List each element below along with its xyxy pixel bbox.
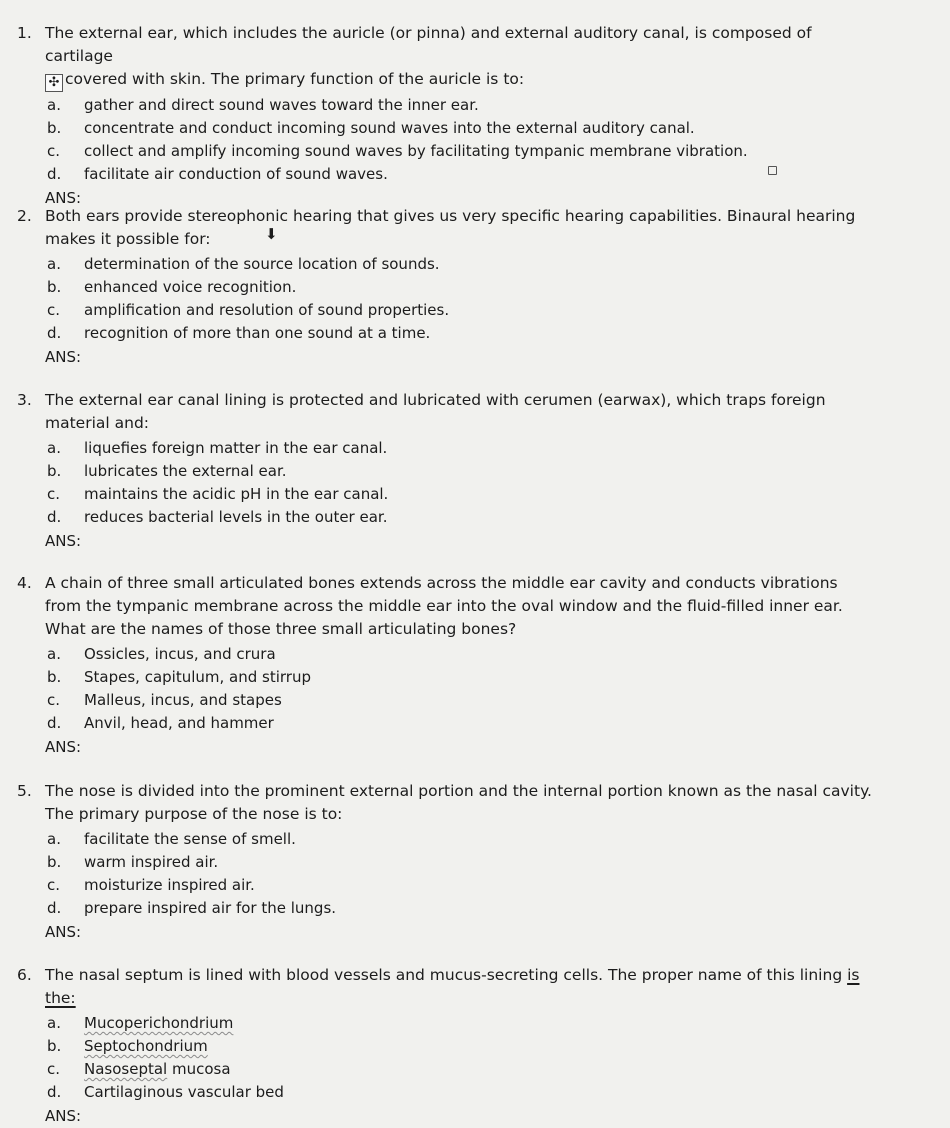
- option-letter: a.: [47, 645, 61, 663]
- option-c: [0, 140, 950, 163]
- option-d: [0, 163, 950, 186]
- question-4: [0, 572, 950, 759]
- option-letter: a.: [47, 439, 61, 457]
- option-letter: c.: [47, 142, 61, 160]
- option-letter: d.: [47, 899, 62, 917]
- answer-label: ANS:: [45, 1107, 82, 1125]
- option-letter: d.: [47, 165, 62, 183]
- option-b: [0, 666, 950, 689]
- option-b: [0, 851, 950, 874]
- question-stem: [0, 572, 875, 641]
- question-6: [0, 964, 950, 1128]
- option-text: prepare inspired air for the lungs.: [84, 899, 337, 917]
- checkbox-icon[interactable]: [768, 166, 777, 175]
- option-letter: d.: [47, 324, 62, 342]
- answer-label: ANS:: [45, 923, 82, 941]
- option-letter: b.: [47, 1037, 62, 1055]
- option-text: collect and amplify incoming sound waves by facilitating tympanic membrane vibration.: [84, 142, 748, 160]
- answer-label: ANS:: [45, 348, 82, 366]
- move-handle-icon[interactable]: ✣: [45, 74, 63, 92]
- option-text: recognition of more than one sound at a time.: [84, 324, 431, 342]
- option-c: [0, 299, 950, 322]
- option-a: [0, 643, 950, 666]
- option-letter: a.: [47, 255, 61, 273]
- option-text: lubricates the external ear.: [84, 462, 287, 480]
- option-d: [0, 897, 950, 920]
- question-stem: [0, 22, 875, 92]
- option-text: Anvil, head, and hammer: [84, 714, 274, 732]
- option-text: Nasoseptal: [84, 1060, 168, 1078]
- option-text: warm inspired air.: [84, 853, 219, 871]
- question-stem: [0, 964, 875, 1010]
- question-3: [0, 389, 950, 553]
- option-letter: a.: [47, 1014, 61, 1032]
- option-text: Mucoperichondrium: [84, 1014, 234, 1032]
- stem-underlined-is: is: [847, 966, 860, 984]
- option-d: [0, 322, 950, 345]
- option-letter: b.: [47, 853, 62, 871]
- question-number: 4.: [17, 574, 32, 592]
- option-text: Malleus, incus, and stapes: [84, 691, 282, 709]
- option-letter: a.: [47, 830, 61, 848]
- option-letter: c.: [47, 876, 61, 894]
- option-text: enhanced voice recognition.: [84, 278, 297, 296]
- option-d: [0, 506, 950, 529]
- question-stem: [0, 389, 875, 435]
- option-letter: c.: [47, 1060, 61, 1078]
- option-letter: c.: [47, 301, 61, 319]
- option-d: [0, 1081, 950, 1104]
- answer-label: ANS:: [45, 189, 82, 207]
- stem-line-2: covered with skin. The primary function of the auricle is to:: [65, 70, 525, 88]
- stem-text: The external ear canal lining is protected and lubricated with cerumen (earwax), which traps foreign material and:: [45, 391, 826, 432]
- option-text: Stapes, capitulum, and stirrup: [84, 668, 311, 686]
- option-letter: c.: [47, 485, 61, 503]
- option-letter: b.: [47, 462, 62, 480]
- option-letter: d.: [47, 1083, 62, 1101]
- option-text: determination of the source location of sounds.: [84, 255, 440, 273]
- option-c: [0, 689, 950, 712]
- option-letter: b.: [47, 119, 62, 137]
- option-a: [0, 253, 950, 276]
- option-text: concentrate and conduct incoming sound waves into the external auditory canal.: [84, 119, 695, 137]
- stem-underlined-the: the:: [45, 989, 76, 1007]
- question-stem: [0, 780, 875, 826]
- option-b: [0, 1035, 950, 1058]
- option-text: gather and direct sound waves toward the inner ear.: [84, 96, 479, 114]
- question-2: [0, 205, 950, 369]
- question-number: 6.: [17, 966, 32, 984]
- option-letter: d.: [47, 508, 62, 526]
- option-letter: b.: [47, 278, 62, 296]
- option-text: maintains the acidic pH in the ear canal.: [84, 485, 389, 503]
- option-text-rest: mucosa: [167, 1060, 231, 1078]
- option-text: Septochondrium: [84, 1037, 208, 1055]
- option-c: [0, 483, 950, 506]
- option-text: Ossicles, incus, and crura: [84, 645, 276, 663]
- answer-label: ANS:: [45, 532, 82, 550]
- option-text: amplification and resolution of sound properties.: [84, 301, 450, 319]
- answer-label: ANS:: [45, 738, 82, 756]
- option-text: facilitate air conduction of sound waves.: [84, 165, 388, 183]
- option-c: [0, 874, 950, 897]
- option-b: [0, 117, 950, 140]
- question-1: [0, 22, 950, 210]
- option-text: liquefies foreign matter in the ear canal.: [84, 439, 388, 457]
- question-number: 2.: [17, 207, 32, 225]
- option-a: [0, 94, 950, 117]
- stem-line-1: The external ear, which includes the auricle (or pinna) and external auditory canal, is composed of cartilage: [45, 24, 812, 65]
- question-stem: [0, 205, 875, 251]
- option-b: [0, 460, 950, 483]
- option-letter: a.: [47, 96, 61, 114]
- option-letter: c.: [47, 691, 61, 709]
- option-text: moisturize inspired air.: [84, 876, 255, 894]
- question-5: [0, 780, 950, 944]
- down-arrow-icon: ⬇: [265, 225, 278, 243]
- option-a: [0, 437, 950, 460]
- option-letter: d.: [47, 714, 62, 732]
- option-letter: b.: [47, 668, 62, 686]
- question-number: 1.: [17, 24, 32, 42]
- option-text: facilitate the sense of smell.: [84, 830, 296, 848]
- option-c: [0, 1058, 950, 1081]
- stem-text: A chain of three small articulated bones extends across the middle ear cavity and conducts vibrations from the tympanic membrane across the middle ear into the oval window and the fluid-filled inner ear. What are the names of those three small articulating bones?: [45, 574, 843, 638]
- option-a: [0, 1012, 950, 1035]
- option-text: reduces bacterial levels in the outer ear.: [84, 508, 388, 526]
- option-text-rest: Cartilaginous vascular bed: [84, 1083, 284, 1101]
- option-b: [0, 276, 950, 299]
- stem-text: Both ears provide stereophonic hearing that gives us very specific hearing capabilities. Binaural hearing makes it possible for:: [45, 207, 856, 248]
- stem-text: The nasal septum is lined with blood vessels and mucus-secreting cells. The proper name of this lining: [45, 966, 843, 984]
- option-d: [0, 712, 950, 735]
- question-number: 3.: [17, 391, 32, 409]
- question-number: 5.: [17, 782, 32, 800]
- option-a: [0, 828, 950, 851]
- stem-text: The nose is divided into the prominent external portion and the internal portion known as the nasal cavity. The primary purpose of the nose is to:: [45, 782, 872, 823]
